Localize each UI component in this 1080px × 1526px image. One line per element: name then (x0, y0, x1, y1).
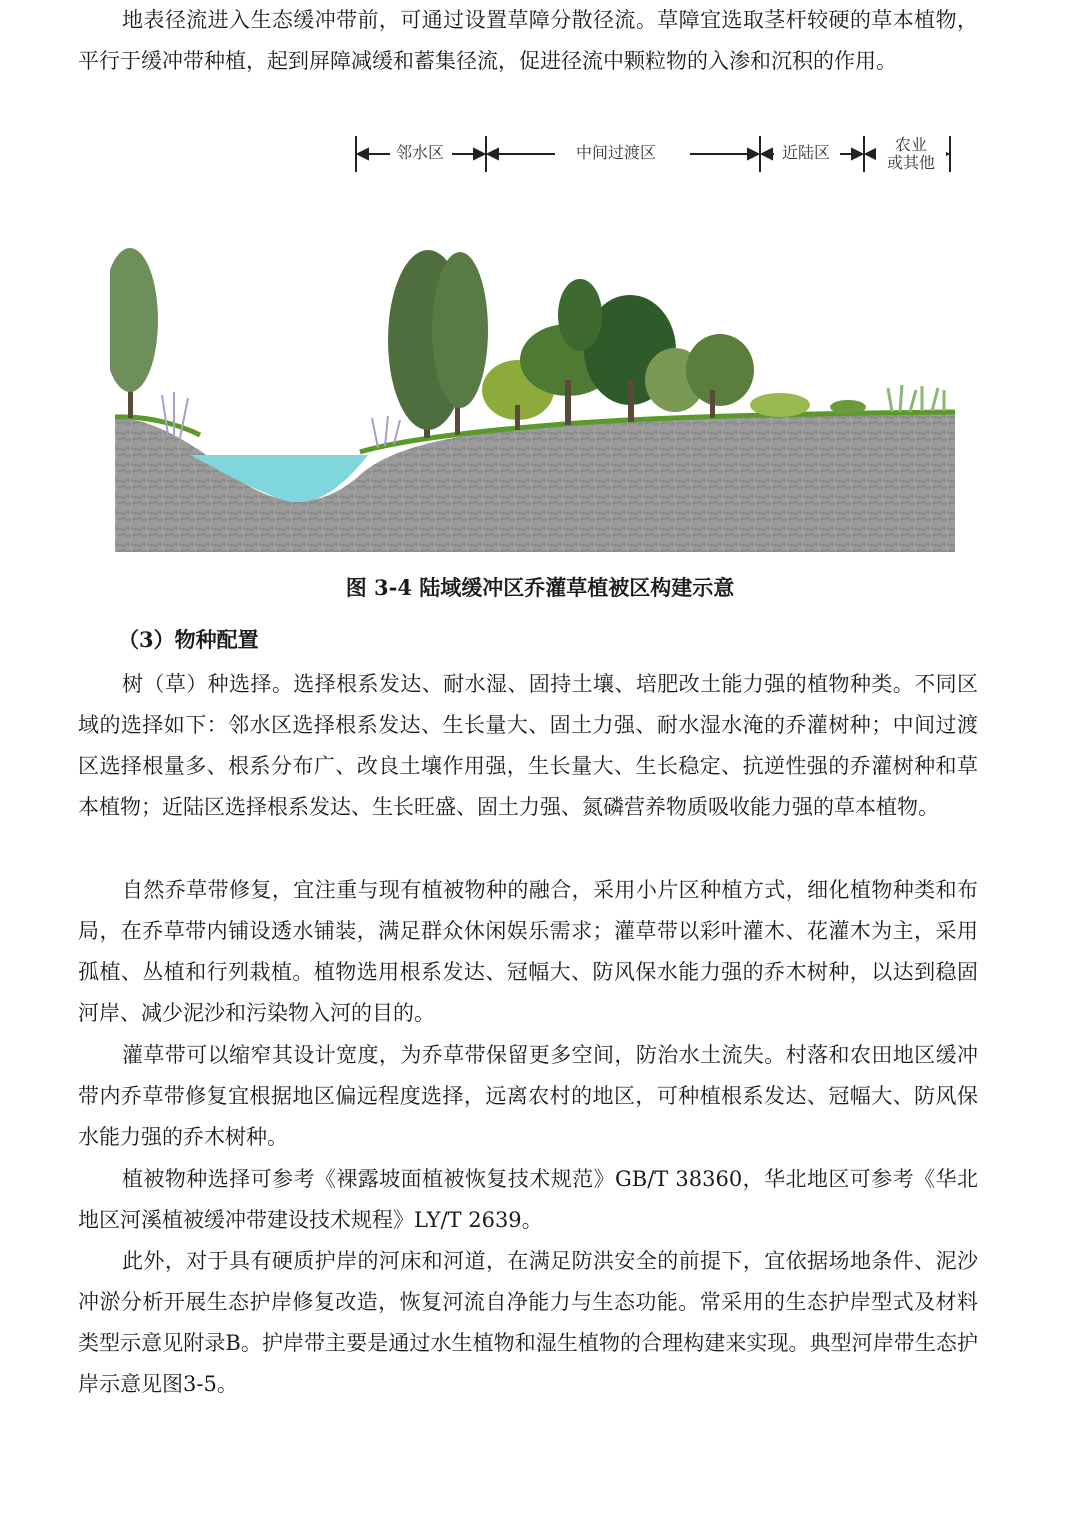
zone-bar (350, 132, 960, 178)
zone-near-water: 邻水区 (392, 144, 448, 162)
intro-paragraph: 地表径流进入生态缓冲带前，可通过设置草障分散径流。草障宜选取茎杆较硬的草本植物，平行于缓冲带种植，起到屏障减缓和蓄集径流，促进径流中颗粒物的入渗和沉积的作用。 (78, 8, 978, 73)
section-heading: （3）物种配置 (118, 627, 259, 652)
paragraph-revetment: 此外，对于具有硬质护岸的河床和河道，在满足防洪安全的前提下，宜依据场地条件、泥沙冲淤分析开展生态护岸修复改造，恢复河流自净能力与生态功能。常采用的生态护岸型式及材料类型示意见附录B。护岸带主要是通过水生植物和湿生植物的合理构建来实现。典型河岸带生态护岸示意见图3-5。 (78, 1249, 978, 1396)
zone-transition: 中间过渡区 (572, 144, 660, 162)
buffer-zone-illustration (110, 220, 955, 555)
paragraph-standards: 植被物种选择可参考《裸露坡面植被恢复技术规范》GB/T 38360，华北地区可参考《华北地区河溪植被缓冲带建设技术规程》LY/T 2639。 (78, 1167, 978, 1232)
paragraph-species-selection: 树（草）种选择。选择根系发达、耐水湿、固持土壤、培肥改土能力强的植物种类。不同区域的选择如下：邻水区选择根系发达、生长量大、固土力强、耐水湿水淹的乔灌树种；中间过渡区选择根量多、根系分布广、改良土壤作用强，生长量大、生长稳定、抗逆性强的乔灌树种和草本植物；近陆区选择根系发达、生长旺盛、固土力强、氮磷营养物质吸收能力强的草本植物。 (78, 672, 978, 819)
paragraph-shrub-grass-belt: 灌草带可以缩窄其设计宽度，为乔草带保留更多空间，防治水土流失。村落和农田地区缓冲带内乔草带修复宜根据地区偏远程度选择，远离农村的地区，可种植根系发达、冠幅大、防风保水能力强的乔木树种。 (78, 1043, 978, 1149)
zone-agriculture-line1: 农业 (894, 135, 927, 154)
paragraph-tree-grass-belt: 自然乔草带修复，宜注重与现有植被物种的融合，采用小片区种植方式，细化植物种类和布局，在乔草带内铺设透水铺装，满足群众休闲娱乐需求；灌草带以彩叶灌木、花灌木为主，采用孤植、丛植和行列栽植。植物选用根系发达、冠幅大、防风保水能力强的乔木树种，以达到稳固河岸、减少泥沙和污染物入河的目的。 (78, 878, 978, 1025)
zone-agriculture-line2: 或其他 (886, 153, 935, 172)
zone-near-land: 近陆区 (778, 144, 834, 162)
figure-caption: 图 3-4 陆域缓冲区乔灌草植被区构建示意 (345, 575, 735, 600)
zone-agriculture (876, 136, 946, 172)
soil-profile (115, 412, 955, 552)
